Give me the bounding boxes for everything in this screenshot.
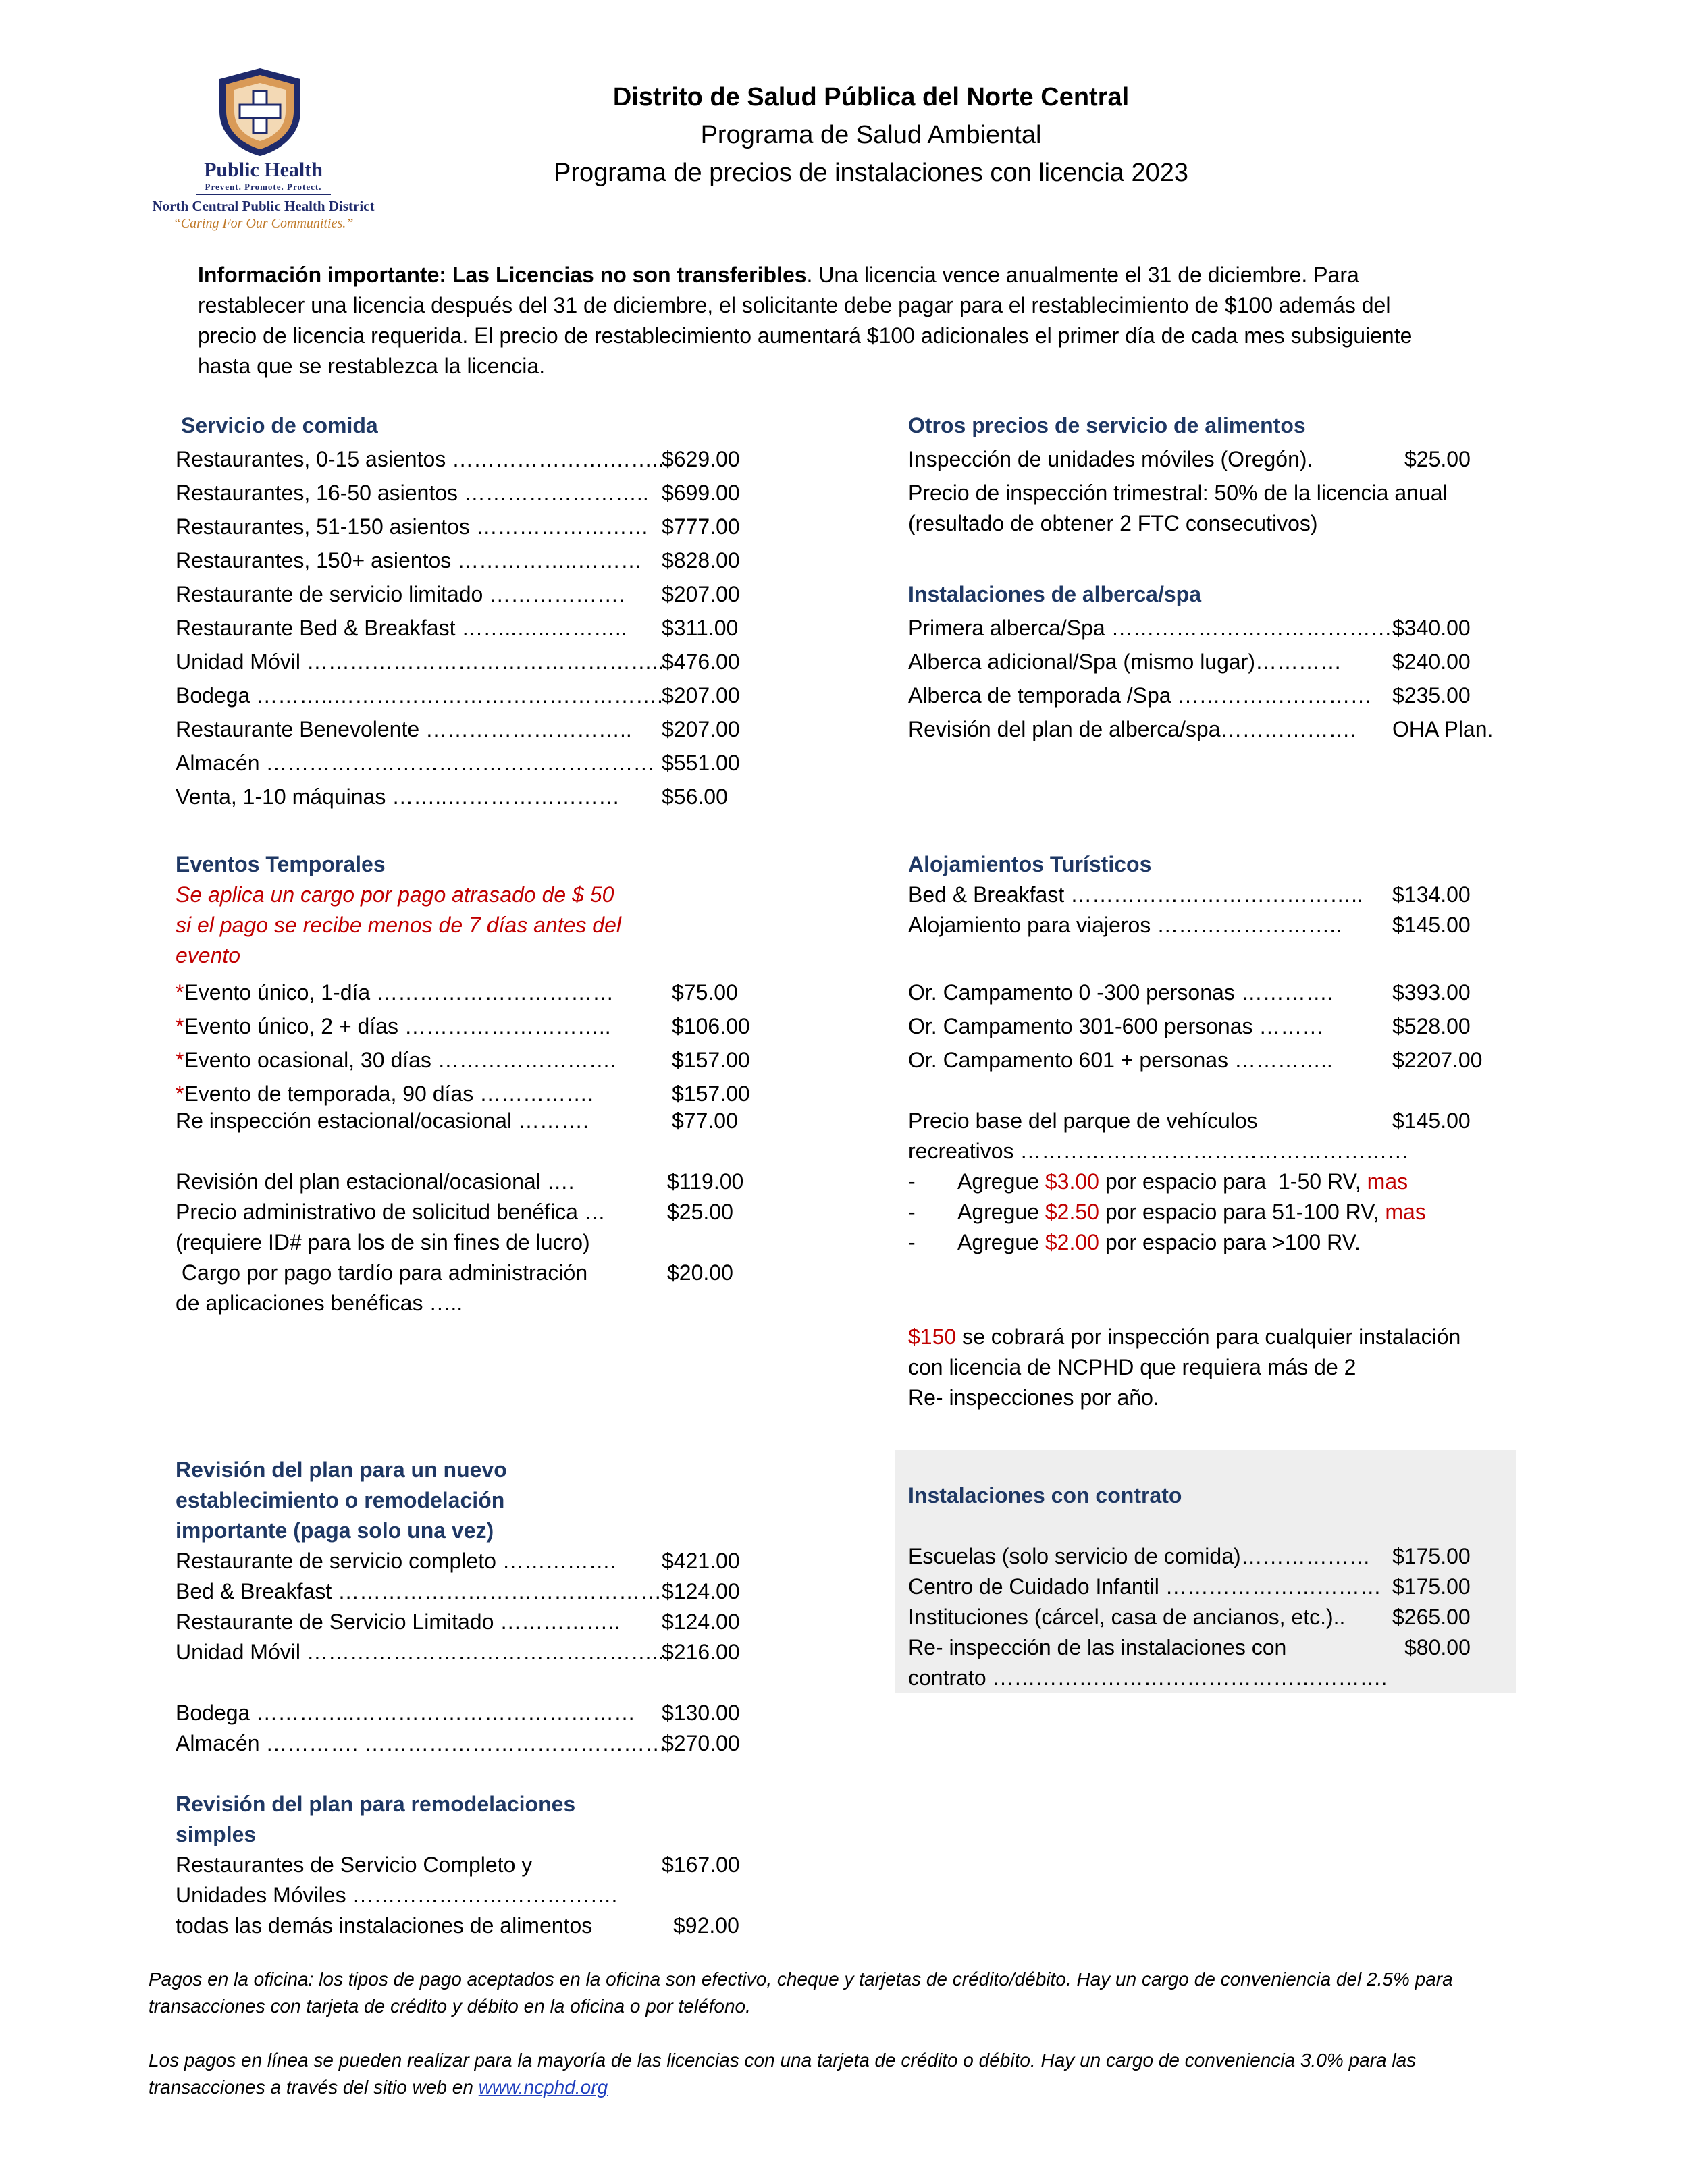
temp-item-amount: $106.00: [672, 1014, 750, 1038]
pool-item-label-text: Revisión del plan de alberca/spa……………….: [908, 717, 1356, 741]
food-item-label-text: Bodega ………..……………………………………….: [176, 683, 663, 708]
temp-admin-line-1: Precio administrativo de solicitud benéfica …: [176, 1200, 606, 1224]
contract-item-label: [908, 1602, 1345, 1632]
camp-item-label-text: Or. Campamento 0 -300 personas ………….: [908, 980, 1334, 1005]
logo-line4: “Caring For Our Communities.”: [173, 216, 354, 231]
logo-divider: [196, 194, 331, 195]
newplan-item-label: [176, 1546, 616, 1576]
other-quarterly-2: (resultado de obtener 2 FTC consecutivos): [908, 511, 1318, 535]
newplan-item-label-text: Restaurante de servicio completo …………….: [176, 1549, 616, 1573]
simple-amount-2: $92.00: [673, 1913, 739, 1938]
food-item-label: [176, 647, 664, 677]
tourist-item-label-text: Alojamiento para viajeros ……………………..: [908, 913, 1342, 937]
temp-item-label-text: Evento único, 1-día ……………………………: [184, 980, 614, 1005]
rv-range: 51-100 RV,: [1272, 1200, 1379, 1224]
food-item-amount: $551.00: [662, 751, 740, 775]
contract-re-line-1: Re- inspección de las instalaciones con: [908, 1635, 1287, 1659]
food-item-label-text: Restaurantes, 150+ asientos ……………..………: [176, 548, 642, 572]
food-item-label-text: Venta, 1-10 máquinas ……..……………………: [176, 784, 620, 809]
temp-item-label: [176, 1011, 611, 1042]
food-item-label: [176, 714, 632, 745]
newplan-item-label: [176, 1637, 664, 1668]
rv-mas: mas: [1367, 1169, 1408, 1194]
pool-item-amount: $235.00: [1392, 683, 1471, 708]
food-item-amount: $56.00: [662, 784, 728, 809]
rv-price: $3.00: [1045, 1169, 1099, 1194]
rv-base-amount: $145.00: [1392, 1109, 1471, 1133]
newplan-item-label: [176, 1698, 635, 1728]
asterisk: *: [176, 980, 184, 1005]
intro-line-4: hasta que se restablezca la licencia.: [198, 354, 546, 378]
food-item-label-text: Restaurante Bed & Breakfast ……..…..………..: [176, 616, 627, 640]
temp-note-2: si el pago se recibe menos de 7 días antes del: [176, 913, 621, 937]
temp-item-label-text: Evento de temporada, 90 días …………….: [184, 1082, 594, 1106]
reinspect-fee-amount: $150: [908, 1325, 957, 1349]
rv-range: 1-50 RV,: [1272, 1169, 1361, 1194]
food-item-label: [176, 478, 649, 508]
page-title: Distrito de Salud Pública del Norte Central: [612, 83, 1130, 111]
food-item-label: [176, 545, 642, 576]
rv-dash: -: [908, 1230, 916, 1254]
intro-line-2: restablecer una licencia después del 31 de diciembre, el solicitante debe pagar para el restablecimiento de $100 además del: [198, 293, 1391, 317]
asterisk: *: [176, 1048, 184, 1072]
tourist-item-amount: $134.00: [1392, 882, 1471, 907]
intro-bold: Información importante: Las Licencias no son transferibles: [198, 263, 807, 287]
food-item-amount: $311.00: [662, 616, 739, 640]
rv-mas: mas: [1385, 1200, 1426, 1224]
rv-per-space: por espacio para: [1105, 1169, 1267, 1194]
simple-amount-1: $167.00: [662, 1853, 740, 1877]
contract-item-label-text: Centro de Cuidado Infantil …………………………: [908, 1574, 1381, 1599]
other-quarterly-1: Precio de inspección trimestral: 50% de la licencia anual: [908, 481, 1448, 505]
other-mobile-label: Inspección de unidades móviles (Oregón).: [908, 447, 1313, 471]
food-item-label-text: Unidad Móvil …………………………………………..: [176, 649, 664, 674]
food-item-amount: $629.00: [662, 447, 740, 471]
camp-item-amount: $2207.00: [1392, 1048, 1483, 1072]
simple-item-1a: Restaurantes de Servicio Completo y: [176, 1853, 533, 1877]
camp-item-label: [908, 1045, 1333, 1075]
temp-reinspect-amount: $77.00: [672, 1109, 738, 1133]
other-mobile-amount: $25.00: [1404, 447, 1471, 471]
temp-item-amount: $75.00: [672, 980, 738, 1005]
temp-item-amount: $157.00: [672, 1082, 750, 1106]
pool-item-label: [908, 647, 1342, 677]
rv-base-line-1: Precio base del parque de vehículos: [908, 1109, 1258, 1133]
food-item-amount: $207.00: [662, 717, 740, 741]
food-item-label: [176, 748, 654, 778]
rv-add-label: Agregue: [957, 1200, 1039, 1224]
contract-item-label-text: Instituciones (cárcel, casa de ancianos, etc.)..: [908, 1605, 1346, 1629]
tourist-item-label: [908, 910, 1342, 940]
pool-item-label-text: Alberca adicional/Spa (mismo lugar)…………: [908, 649, 1342, 674]
tourist-item-label: [908, 880, 1363, 910]
footer-office-2: transacciones con tarjeta de crédito y débito en la oficina o por teléfono.: [149, 1996, 751, 2017]
rv-dash: -: [908, 1200, 916, 1224]
simple-item-1b: Unidades Móviles ……………………………….: [176, 1883, 618, 1907]
newplan-item-amount: $270.00: [662, 1731, 740, 1755]
ncphd-website-link[interactable]: www.ncphd.org: [478, 2077, 608, 2098]
food-item-label: [176, 613, 627, 643]
rv-price: $2.00: [1045, 1230, 1099, 1254]
intro-line1-rest: . Una licencia vence anualmente el 31 de diciembre. Para: [806, 263, 1359, 287]
contract-item-amount: $175.00: [1392, 1574, 1471, 1599]
newplan-heading-1: Revisión del plan para un nuevo: [176, 1458, 507, 1482]
food-heading: Servicio de comida: [181, 413, 378, 437]
other-heading: Otros precios de servicio de alimentos: [908, 413, 1306, 437]
contract-item-amount: $265.00: [1392, 1605, 1471, 1629]
logo-line2: Prevent. Promote. Protect.: [205, 182, 322, 192]
food-item-label: [176, 512, 649, 542]
rv-dash: -: [908, 1169, 916, 1194]
camp-item-amount: $528.00: [1392, 1014, 1471, 1038]
asterisk: *: [176, 1014, 184, 1038]
tourist-heading: Alojamientos Turísticos: [908, 852, 1152, 876]
temp-late-line-2: de aplicaciones benéficas …..: [176, 1291, 463, 1315]
rv-per-space: por espacio para: [1105, 1230, 1267, 1254]
camp-item-label: [908, 1011, 1323, 1042]
pool-item-amount: $240.00: [1392, 649, 1471, 674]
rv-base-line-2: recreativos ………………………………………………: [908, 1139, 1409, 1163]
temp-item-label: [176, 1079, 594, 1109]
temp-item-label-text: Evento ocasional, 30 días …………………….: [184, 1048, 616, 1072]
rv-rate-row: [908, 1197, 1426, 1227]
pool-item-amount: $340.00: [1392, 616, 1471, 640]
temp-plan-amount: $119.00: [667, 1169, 744, 1194]
newplan-item-label: [176, 1576, 662, 1607]
temp-plan-label: Revisión del plan estacional/ocasional ….: [176, 1169, 575, 1194]
temp-note-1: Se aplica un cargo por pago atrasado de $ 50: [176, 882, 614, 907]
newplan-item-label: [176, 1607, 620, 1637]
camp-item-label-text: Or. Campamento 301-600 personas ………: [908, 1014, 1324, 1038]
reinspect-fee-line-1: [908, 1322, 1460, 1352]
reinspect-fee-text: se cobrará por inspección para cualquier instalación: [956, 1325, 1461, 1349]
newplan-item-amount: $130.00: [662, 1701, 740, 1725]
food-item-amount: $777.00: [662, 514, 740, 539]
newplan-item-amount: $216.00: [662, 1640, 740, 1664]
newplan-item-label-text: Bodega …………..…………………………………: [176, 1701, 635, 1725]
newplan-item-amount: $421.00: [662, 1549, 740, 1573]
contract-item-label: [908, 1541, 1371, 1572]
rv-per-space: por espacio para: [1105, 1200, 1267, 1224]
logo-line3: North Central Public Health District: [152, 198, 375, 214]
temp-heading: Eventos Temporales: [176, 852, 386, 876]
camp-item-amount: $393.00: [1392, 980, 1471, 1005]
newplan-item-label-text: Bed & Breakfast ………………………………………: [176, 1579, 662, 1603]
footer-office-1: Pagos en la oficina: los tipos de pago aceptados en la oficina son efectivo, cheque y tarjetas de crédito/débito. Hay un cargo de conveniencia del 2.5% para: [149, 1969, 1453, 1990]
newplan-item-amount: $124.00: [662, 1579, 740, 1603]
footer-online-1: Los pagos en línea se pueden realizar para la mayoría de las licencias con una tarjeta de crédito o débito. Hay un cargo de conveniencia 3.0% para las: [149, 2050, 1417, 2071]
camp-item-label-text: Or. Campamento 601 + personas …………..: [908, 1048, 1333, 1072]
pool-item-label: [908, 613, 1404, 643]
temp-item-label: [176, 1045, 616, 1075]
contract-item-amount: $175.00: [1392, 1544, 1471, 1568]
footer-online-2-text: transacciones a través del sitio web en: [149, 2077, 479, 2098]
pool-item-label: [908, 681, 1371, 711]
intro-line-3: precio de licencia requerida. El precio de restablecimiento aumentará $100 adicionales el primer día de cada mes subsiguiente: [198, 323, 1413, 348]
contract-re-line-2: contrato ……………………………………………….: [908, 1666, 1388, 1690]
contract-re-amount: $80.00: [1404, 1635, 1471, 1659]
reinspect-fee-line-2: con licencia de NCPHD que requiera más de 2: [908, 1355, 1356, 1379]
simple-item-2: todas las demás instalaciones de alimentos: [176, 1913, 593, 1938]
temp-late-line-1: Cargo por pago tardío para administración: [176, 1260, 588, 1285]
food-item-label-text: Restaurante de servicio limitado ……………….: [176, 582, 625, 606]
contract-item-label-text: Escuelas (solo servicio de comida)………………: [908, 1544, 1371, 1568]
temp-reinspect-label: Re inspección estacional/ocasional ……….: [176, 1109, 589, 1133]
tourist-item-label-text: Bed & Breakfast …………………………………..: [908, 882, 1363, 907]
pool-item-label-text: Primera alberca/Spa …………………………………..: [908, 616, 1404, 640]
page-subtitle-2: Programa de precios de instalaciones con licencia 2023: [554, 159, 1188, 187]
temp-item-amount: $157.00: [672, 1048, 750, 1072]
temp-item-label-text: Evento único, 2 + días ………………………..: [184, 1014, 611, 1038]
food-item-label-text: Restaurantes, 51-150 asientos ……………………: [176, 514, 649, 539]
pool-item-label: [908, 714, 1356, 745]
food-item-amount: $699.00: [662, 481, 740, 505]
pool-item-amount: OHA Plan.: [1392, 717, 1494, 741]
food-item-label: [176, 444, 664, 475]
tourist-item-amount: $145.00: [1392, 913, 1471, 937]
rv-price: $2.50: [1045, 1200, 1099, 1224]
page-subtitle-1: Programa de Salud Ambiental: [700, 121, 1042, 149]
rv-rate-row: [908, 1227, 1361, 1258]
newplan-item-amount: $124.00: [662, 1609, 740, 1634]
pool-item-label-text: Alberca de temporada /Spa ………………………: [908, 683, 1372, 708]
rv-add-label: Agregue: [957, 1169, 1039, 1194]
simple-heading-2: simples: [176, 1822, 257, 1846]
temp-item-label: [176, 978, 614, 1008]
newplan-item-label: [176, 1728, 666, 1759]
food-item-label: [176, 579, 625, 610]
intro-line-1: [198, 260, 1359, 290]
food-item-label: [176, 681, 663, 711]
simple-heading-1: Revisión del plan para remodelaciones: [176, 1792, 576, 1816]
food-item-amount: $207.00: [662, 582, 740, 606]
footer-online-2: [149, 2074, 608, 2101]
food-item-label-text: Almacén ………………………………………………: [176, 751, 655, 775]
food-item-label-text: Restaurantes, 16-50 asientos ……………………..: [176, 481, 649, 505]
food-item-amount: $828.00: [662, 548, 740, 572]
contract-item-label: [908, 1572, 1381, 1602]
reinspect-fee-line-3: Re- inspecciones por año.: [908, 1385, 1159, 1410]
newplan-item-label-text: Almacén …………. ……………………………………: [176, 1731, 667, 1755]
camp-item-label: [908, 978, 1334, 1008]
rv-add-label: Agregue: [957, 1230, 1039, 1254]
pool-heading: Instalaciones de alberca/spa: [908, 582, 1201, 606]
temp-late-amount: $20.00: [667, 1260, 733, 1285]
newplan-item-label-text: Unidad Móvil …………………………………………..: [176, 1640, 664, 1664]
newplan-item-label-text: Restaurante de Servicio Limitado ……………..: [176, 1609, 621, 1634]
asterisk: *: [176, 1082, 184, 1106]
rv-rate-row: [908, 1167, 1408, 1197]
rv-range: >100 RV.: [1272, 1230, 1361, 1254]
food-item-amount: $476.00: [662, 649, 740, 674]
food-item-label-text: Restaurantes, 0-15 asientos ………………….……..: [176, 447, 664, 471]
temp-admin-amount: $25.00: [667, 1200, 733, 1224]
food-item-label: [176, 782, 620, 812]
temp-admin-line-2: (requiere ID# para los de sin fines de lucro): [176, 1230, 590, 1254]
food-item-amount: $207.00: [662, 683, 740, 708]
temp-note-3: evento: [176, 943, 241, 967]
contract-heading: Instalaciones con contrato: [908, 1483, 1182, 1508]
newplan-heading-3: importante (paga solo una vez): [176, 1518, 494, 1543]
logo-line1: Public Health: [204, 159, 323, 181]
newplan-heading-2: establecimiento o remodelación: [176, 1488, 505, 1512]
food-item-label-text: Restaurante Benevolente ………………………..: [176, 717, 632, 741]
